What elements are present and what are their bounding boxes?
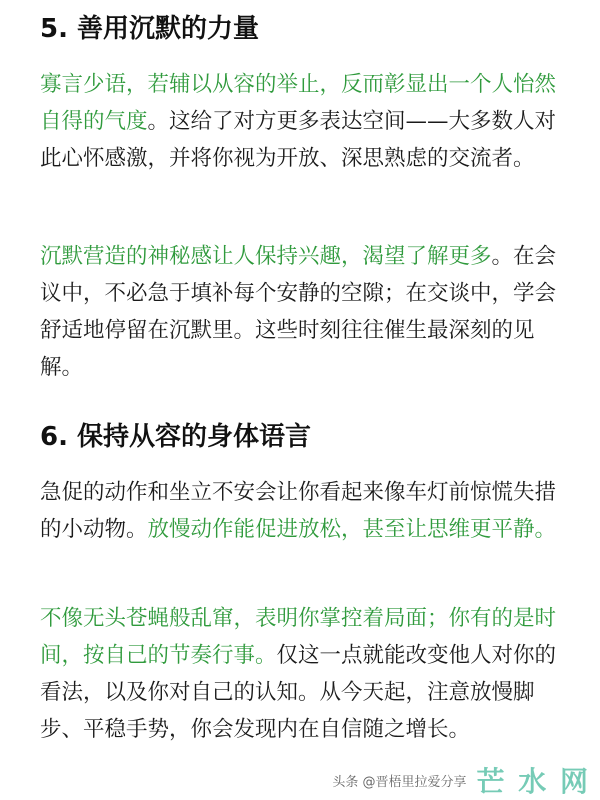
watermark-source: 头条 @晋梧里拉爱分享	[332, 774, 467, 790]
body-text: 仅这一点就能改变他人对你的看法，以及你对自己的认知。从今天起，注意放慢脚步、平稳手势，你会发现内在自信随之增长。	[40, 643, 557, 742]
highlight-text: 不像无头苍蝇般乱窜，表明你掌控着局面；你有的是时间，按自己的节奏行事。	[40, 606, 557, 668]
body-text: 急促的动作和坐立不安会让你看起来像车灯前惊慌失措的小动物。	[40, 480, 557, 542]
watermark-logo: 芒 水 网	[476, 765, 590, 798]
highlight-text: 沉默营造的神秘感让人保持兴趣，渴望了解更多	[40, 244, 492, 269]
section6-heading: 6. 保持从容的身体语言	[40, 422, 312, 452]
section5-paragraph-1	[40, 66, 570, 177]
highlight-text: 放慢动作能促进放松，甚至让思维更平静。	[147, 517, 557, 542]
highlight-text: 寡言少语，若辅以从容的举止，反而彰显出一个人怡然自得的气度	[40, 72, 557, 134]
body-text: 。在会议中，不必急于填补每个安静的空隙；在交谈中，学会舒适地停留在沉默里。这些时刻往往催生最深刻的见解。	[40, 244, 557, 380]
body-text: 。这给了对方更多表达空间——大多数人对此心怀感激，并将你视为开放、深思熟虑的交流者。	[40, 109, 557, 171]
watermark	[332, 760, 590, 800]
section5-paragraph-2	[40, 238, 570, 386]
section5-heading: 5. 善用沉默的力量	[40, 14, 260, 44]
section6-paragraph-1	[40, 474, 570, 548]
section6-paragraph-2	[40, 600, 570, 748]
